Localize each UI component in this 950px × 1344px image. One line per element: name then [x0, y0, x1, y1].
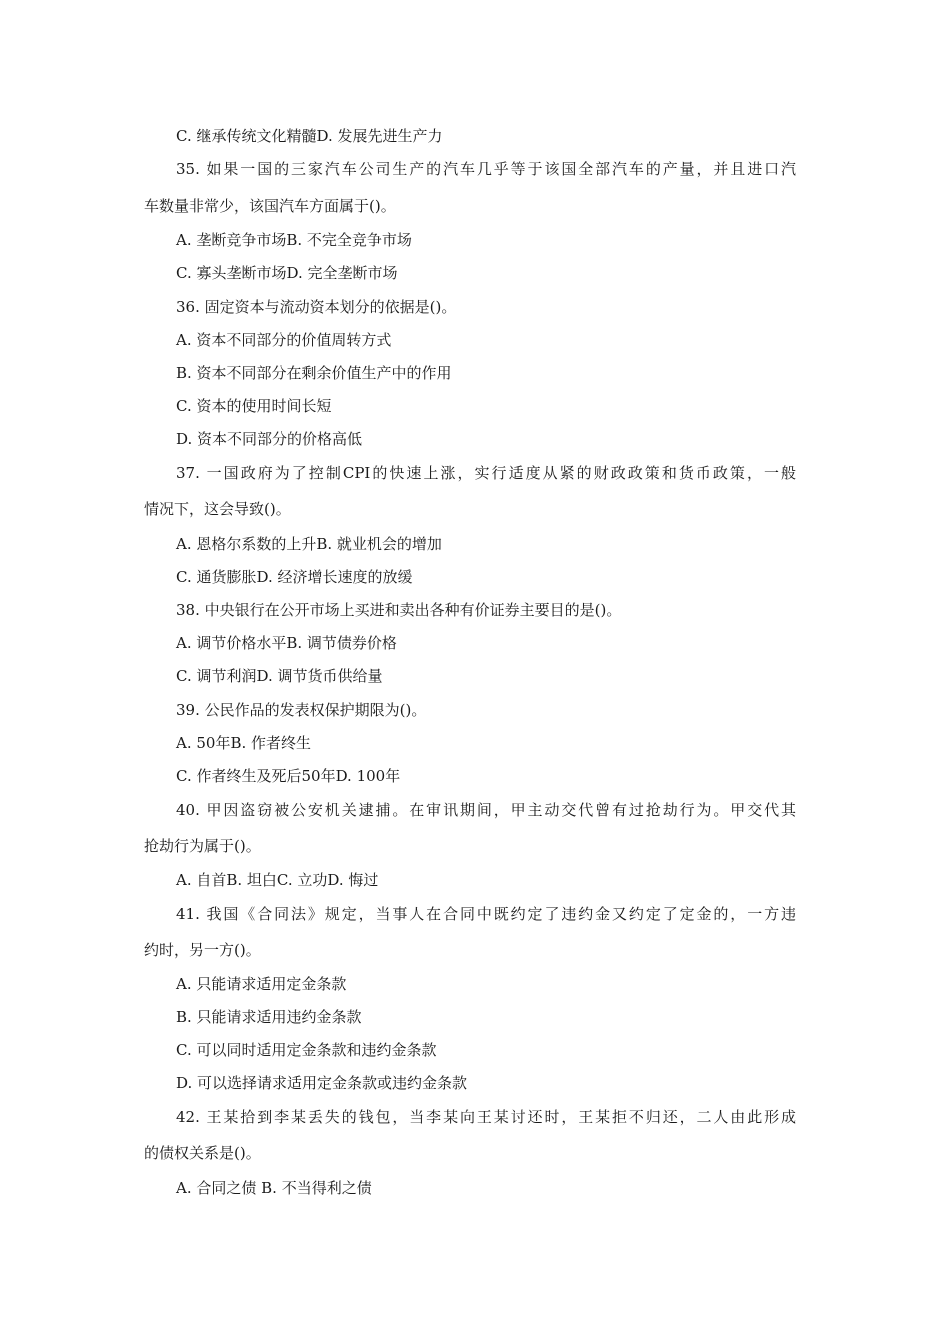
option-line: B. 资本不同部分在剩余价值生产中的作用	[176, 364, 452, 382]
question-37-line-1: 37. 一国政府为了控制CPI的快速上涨，实行适度从紧的财政政策和货币政策，一般	[176, 464, 796, 482]
option-line: D. 资本不同部分的价格高低	[176, 430, 363, 448]
option-line: A. 合同之债 B. 不当得利之债	[176, 1179, 372, 1197]
question-42-line-1: 42. 王某拾到李某丢失的钱包，当李某向王某讨还时，王某拒不归还，二人由此形成	[176, 1108, 796, 1126]
option-line: A. 恩格尔系数的上升B. 就业机会的增加	[176, 535, 442, 553]
question-38: 38. 中央银行在公开市场上买进和卖出各种有价证券主要目的是()。	[176, 601, 622, 619]
option-line: C. 资本的使用时间长短	[176, 397, 332, 415]
option-line: A. 垄断竞争市场B. 不完全竞争市场	[176, 231, 412, 249]
question-40-line-1: 40. 甲因盗窃被公安机关逮捕。在审讯期间，甲主动交代曾有过抢劫行为。甲交代其	[176, 801, 796, 819]
option-line: B. 只能请求适用违约金条款	[176, 1008, 362, 1026]
text-line: C. 继承传统文化精髓D. 发展先进生产力	[176, 127, 443, 145]
question-41-line-1: 41. 我国《合同法》规定，当事人在合同中既约定了违约金又约定了定金的，一方违	[176, 905, 796, 923]
question-37-line-2: 情况下，这会导致()。	[144, 500, 291, 518]
option-line: A. 资本不同部分的价值周转方式	[176, 331, 392, 349]
option-line: C. 寡头垄断市场D. 完全垄断市场	[176, 264, 398, 282]
question-42-line-2: 的债权关系是()。	[144, 1144, 261, 1162]
question-40-line-2: 抢劫行为属于()。	[144, 837, 261, 855]
option-line: A. 只能请求适用定金条款	[176, 975, 347, 993]
option-line: A. 50年B. 作者终生	[176, 734, 312, 752]
option-line: D. 可以选择请求适用定金条款或违约金条款	[176, 1074, 468, 1092]
option-line: A. 自首B. 坦白C. 立功D. 悔过	[176, 871, 379, 889]
question-36: 36. 固定资本与流动资本划分的依据是()。	[176, 298, 457, 316]
question-41-line-2: 约时，另一方()。	[144, 941, 261, 959]
option-line: C. 调节利润D. 调节货币供给量	[176, 667, 383, 685]
option-line: C. 可以同时适用定金条款和违约金条款	[176, 1041, 437, 1059]
option-line: C. 作者终生及死后50年D. 100年	[176, 767, 401, 785]
question-39: 39. 公民作品的发表权保护期限为()。	[176, 701, 427, 719]
question-35-line-2: 车数量非常少，该国汽车方面属于()。	[144, 197, 396, 215]
question-35-line-1: 35. 如果一国的三家汽车公司生产的汽车几乎等于该国全部汽车的产量，并且进口汽	[176, 160, 796, 178]
option-line: C. 通货膨胀D. 经济增长速度的放缓	[176, 568, 413, 586]
option-line: A. 调节价格水平B. 调节债券价格	[176, 634, 397, 652]
